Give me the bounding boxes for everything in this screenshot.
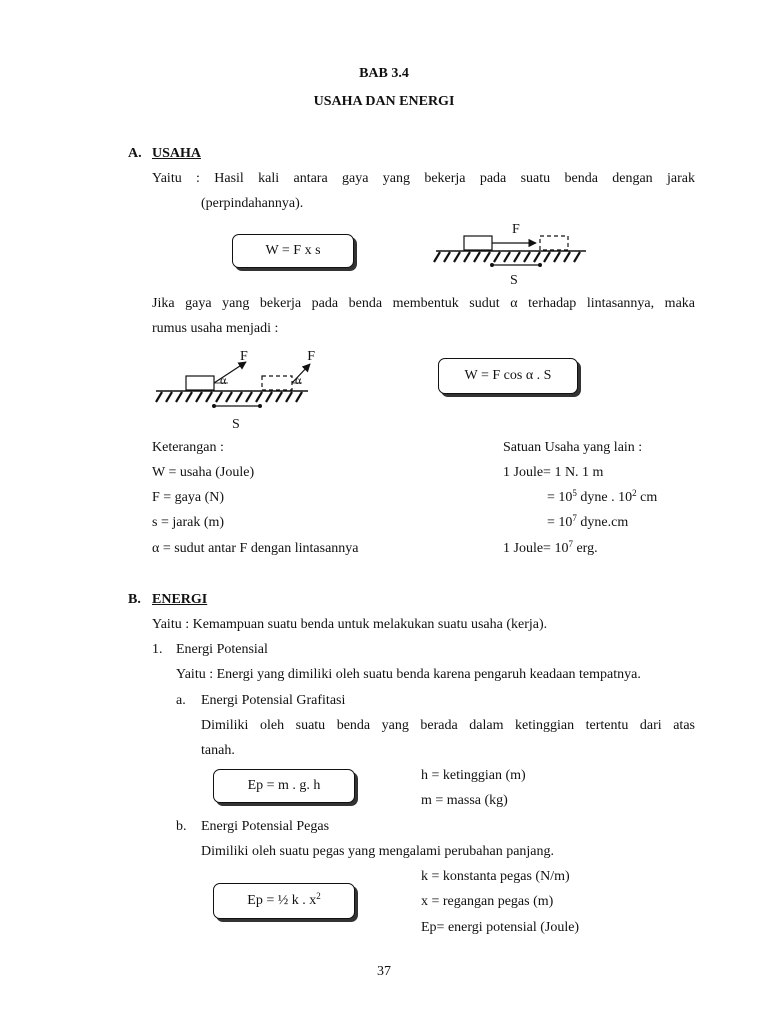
block-initial <box>186 376 214 390</box>
block-final <box>540 236 568 250</box>
block-final <box>262 376 292 390</box>
sub-b-letter: b. <box>176 819 187 834</box>
sub-a-line2: tanah. <box>201 743 235 758</box>
legend-row: W = usaha (Joule) <box>152 465 255 480</box>
page-number: 37 <box>377 964 391 979</box>
legend-row: α = sudut antar F dengan lintasannya <box>152 541 359 556</box>
sub-a-letter: a. <box>176 693 186 708</box>
legend-title: Keterangan : <box>152 440 224 455</box>
angle-intro-line1: Jika gaya yang bekerja pada benda membentuk sudut α terhadap lintasannya, maka <box>152 296 695 311</box>
distance-label: S <box>510 273 518 288</box>
ep-spring-var: x = regangan pegas (m) <box>421 894 554 909</box>
section-b-heading: ENERGI <box>152 592 208 607</box>
force-label-2: F <box>307 349 315 364</box>
formula-box-ep-gravity <box>213 769 355 803</box>
ground-hatch <box>434 252 580 262</box>
chapter-number: BAB 3.4 <box>359 66 409 81</box>
angle-label-2: α <box>295 373 302 387</box>
item-1-title: Energi Potensial <box>176 642 268 657</box>
units-title: Satuan Usaha yang lain : <box>503 440 643 455</box>
formula-ep-gravity: Ep = m . g. h <box>247 778 321 793</box>
unit-row-2: = $10^5$ dyne . $10^2$ cm <box>547 488 658 505</box>
formula-ep-spring: Ep = ½ k . $x^2$ <box>247 891 321 908</box>
sub-a-title: Energi Potensial Grafitasi <box>201 693 346 708</box>
unit-row-4: 1 Joule= $10^7$ erg. <box>503 539 598 556</box>
ground-hatch <box>156 392 302 402</box>
item-1-definition: Yaitu : Energi yang dimiliki oleh suatu benda karena pengaruh keadaan tempatnya. <box>176 667 641 682</box>
legend-row: s = jarak (m) <box>152 515 225 530</box>
angle-intro-line2: rumus usaha menjadi : <box>152 321 279 336</box>
angle-label-1: α <box>220 373 227 387</box>
chapter-title: USAHA DAN ENERGI <box>313 94 455 109</box>
usaha-definition-line1: Yaitu : Hasil kali antara gaya yang bekerja pada suatu benda dengan jarak <box>152 171 695 186</box>
distance-label: S <box>232 417 240 432</box>
force-label-1: F <box>240 349 248 364</box>
section-a-letter: A. <box>128 146 142 161</box>
force-label: F <box>512 222 520 237</box>
formula-box-work-angle <box>438 358 578 394</box>
sub-a-line1: Dimiliki oleh suatu benda yang berada dalam ketinggian tertentu dari atas <box>201 718 695 733</box>
force-arrow-1 <box>214 362 246 383</box>
energi-definition: Yaitu : Kemampuan suatu benda untuk melakukan suatu usaha (kerja). <box>152 617 548 632</box>
ep-gravity-var: h = ketinggian (m) <box>421 768 526 783</box>
section-a-heading: USAHA <box>152 146 202 161</box>
ep-spring-var: Ep= energi potensial (Joule) <box>421 920 580 935</box>
section-b-letter: B. <box>128 592 141 607</box>
legend-row: F = gaya (N) <box>152 490 225 505</box>
ep-gravity-var: m = massa (kg) <box>421 793 508 808</box>
unit-row-1: 1 Joule= 1 N. 1 m <box>503 465 604 480</box>
unit-row-3: = $10^7$ dyne.cm <box>547 513 629 530</box>
usaha-definition-line2: (perpindahannya). <box>201 196 304 211</box>
ep-spring-var: k = konstanta pegas (N/m) <box>421 869 570 884</box>
formula-box-work <box>232 234 354 268</box>
sub-b-line1: Dimiliki oleh suatu pegas yang mengalami perubahan panjang. <box>201 844 555 859</box>
sub-b-title: Energi Potensial Pegas <box>201 819 330 834</box>
formula-box-ep-spring <box>213 883 355 919</box>
block-initial <box>464 236 492 250</box>
formula-work: W = F x s <box>265 243 321 258</box>
item-1-number: 1. <box>152 642 163 657</box>
work-diagram-horizontal <box>430 218 590 290</box>
formula-work-angle: W = F cos α . S <box>464 368 552 383</box>
work-diagram-angled <box>152 342 315 432</box>
